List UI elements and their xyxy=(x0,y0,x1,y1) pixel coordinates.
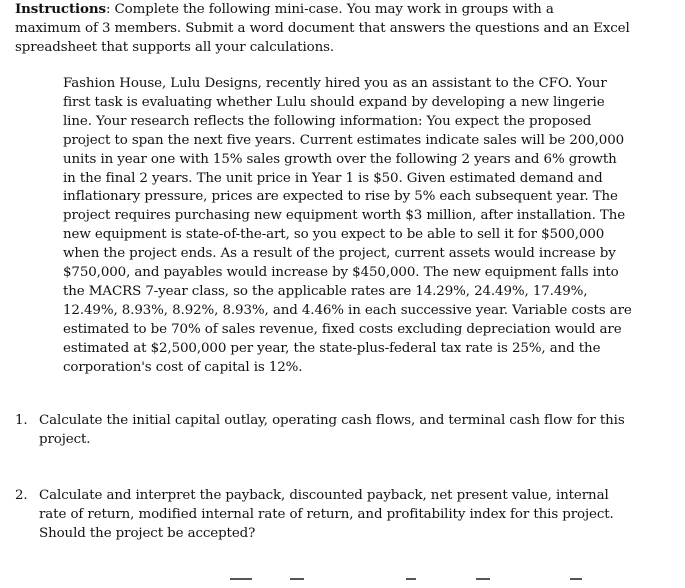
cropped-glyph-fragment xyxy=(290,578,304,580)
cropped-glyph-fragment xyxy=(570,578,582,580)
instructions-lead: Instructions xyxy=(15,1,106,17)
instructions-line-1 xyxy=(15,0,655,19)
case-line: $750,000, and payables would increase by $450,000. The new equipment falls into xyxy=(63,265,619,281)
question-line: project. xyxy=(39,431,91,447)
case-line: new equipment is state-of-the-art, so you expect to be able to sell it for $500,000 xyxy=(63,227,605,243)
case-line: 12.49%, 8.93%, 8.92%, 8.93%, and 4.46% in each successive year. Variable costs are xyxy=(63,302,632,318)
question-number: 1. xyxy=(15,413,28,428)
cropped-glyph-fragment xyxy=(406,578,416,580)
instructions-line-3: spreadsheet that supports all your calculations. xyxy=(15,40,335,55)
case-line: Fashion House, Lulu Designs, recently hired you as an assistant to the CFO. Your xyxy=(63,76,607,91)
case-line: estimated to be 70% of sales revenue, fixed costs excluding depreciation would are xyxy=(63,321,622,337)
case-line: project to span the next five years. Current estimates indicate sales will be 200,000 xyxy=(63,132,625,148)
case-line: corporation's cost of capital is 12%. xyxy=(63,359,303,375)
question-text xyxy=(39,487,614,544)
mini-case-paragraph xyxy=(63,75,653,378)
cropped-glyph-fragment xyxy=(476,578,490,580)
cropped-text-remnant xyxy=(230,578,590,588)
case-line: in the final 2 years. The unit price in Year 1 is $50. Given estimated demand and xyxy=(63,170,603,186)
case-line: when the project ends. As a result of the project, current assets would increase by xyxy=(63,246,616,262)
instructions-text: : Complete the following mini-case. You may work in groups with a xyxy=(105,2,554,17)
question-text xyxy=(39,412,625,450)
question-line: rate of return, modified internal rate of return, and profitability index for this project. xyxy=(39,506,614,522)
cropped-glyph-fragment xyxy=(230,578,252,580)
case-line: inflationary pressure, prices are expected to rise by 5% each subsequent year. The xyxy=(63,189,618,205)
question-number: 2. xyxy=(15,488,28,503)
question-line: Calculate the initial capital outlay, operating cash flows, and terminal cash flow for this xyxy=(39,413,625,428)
case-line: the MACRS 7-year class, so the applicable rates are 14.29%, 24.49%, 17.49%, xyxy=(63,283,588,299)
case-line: line. Your research reflects the following information: You expect the proposed xyxy=(63,113,592,129)
case-line: first task is evaluating whether Lulu should expand by developing a new lingerie xyxy=(63,94,605,110)
case-line: project requires purchasing new equipment worth $3 million, after installation. The xyxy=(63,208,626,224)
instructions-paragraph xyxy=(15,0,655,57)
question-line: Should the project be accepted? xyxy=(39,525,256,541)
case-line: units in year one with 15% sales growth over the following 2 years and 6% growth xyxy=(63,151,617,167)
instructions-line-2: maximum of 3 members. Submit a word document that answers the questions and an Excel xyxy=(15,21,630,36)
case-line: estimated at $2,500,000 per year, the state-plus-federal tax rate is 25%, and the xyxy=(63,340,601,356)
question-line: Calculate and interpret the payback, discounted payback, net present value, internal xyxy=(39,488,609,503)
